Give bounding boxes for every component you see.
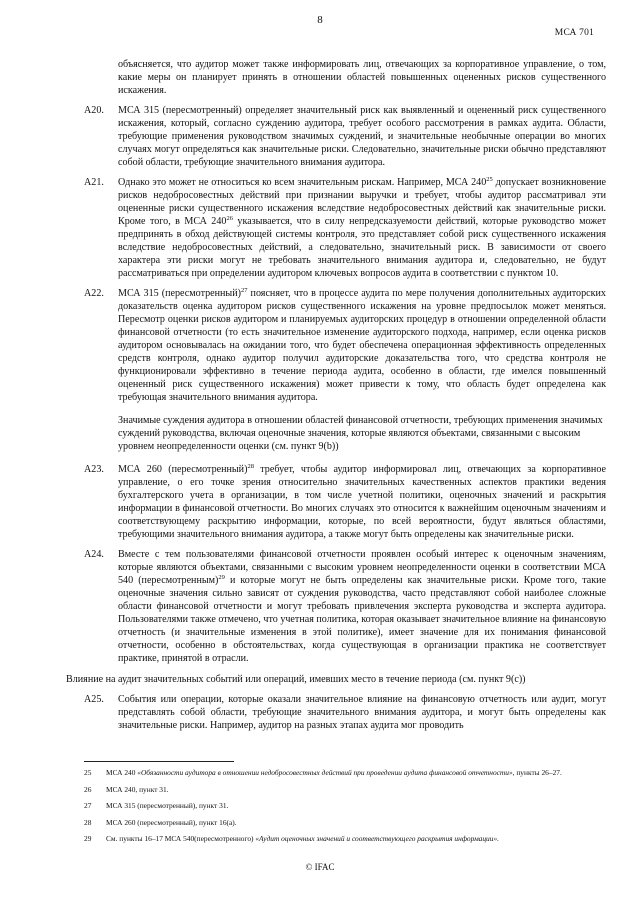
page-body (66, 58, 606, 739)
text-run: МСА 315 (пересмотренный) (118, 288, 241, 299)
text-run: и которые могут не быть определены как значительные риски. Кроме того, такие оценочные значения сильно зависят от суждения руководства, часто представляют собой наиболее сложные области финансовой отчетности и могут требовать привлечения эксперта руководства и эксперта аудитора. Пользователями также отмечено, что учетная политика, которая оказывает значительное влияние на финансовую отчетность (и значительные изменения в этой политике), имеет значение для их понимания финансовой отчетности, особенно в обстоятельствах, когда существующая в организации практика не соответствует практике, принятой в отрасли. (118, 575, 606, 664)
paragraph (84, 104, 606, 169)
footnote-ref: 25 (486, 176, 493, 183)
footer-copyright: © IFAC (305, 862, 335, 872)
paragraph (84, 463, 606, 541)
paragraph-text (118, 548, 606, 665)
paragraph (84, 176, 606, 280)
footnote-text (106, 818, 237, 827)
footnote (84, 818, 606, 828)
footnote-ref: 27 (240, 287, 248, 294)
paragraph-label: A22. (84, 288, 104, 299)
footnote-ref: 26 (226, 215, 233, 222)
text-run: указывается, что в силу непредсказуемости действий, которые руководство может предпринять в обход действующей системы контроля, это представляет собой риск существенного искажения вследствие недобросовестных действий, а следовательно, значительный риск. В зависимости от своего характера эти риски могут не требовать значительного внимания аудитора и, следовательно, не будут рассматриваться при определении аудитором ключевых вопросов аудита в соответствии с пунктом 10. (118, 216, 606, 279)
section-heading: Влияние на аудит значительных событий или операций, имевших место в течение периода (см. пункт 9(c)) (66, 674, 526, 685)
paragraph-text (118, 176, 606, 280)
footnote-ref: 29 (218, 574, 225, 581)
footnotes (84, 768, 606, 851)
paragraph (84, 548, 606, 665)
footnote-text (106, 834, 499, 843)
paragraph-text (118, 693, 606, 732)
text-run: объясняется, что аудитор может также информировать лиц, отвечающих за корпоративное управление, о том, какие меры он планирует принять в отношении областей повышенных оцененных рисков существенного искажения. (118, 59, 606, 96)
text-run: См. пункты 16–17 МСА 540(пересмотренного) (106, 834, 256, 843)
paragraph-group-2 (84, 463, 606, 665)
text-run: МСА 315 (пересмотренный), пункт 31. (106, 801, 229, 810)
paragraph-group-3 (84, 693, 606, 732)
text-run: События или операции, которые оказали значительное влияние на финансовую отчетность или аудит, могут представлять собой области, требующие значительного внимания аудитора, и могут быть определены как значительные риски. Например, аудитор на разных этапах аудита мог проводить (118, 694, 606, 731)
italic-text: «Обязанности аудитора в отношении недобросовестных действий при проведении аудита финансовой отчетности», (137, 768, 515, 777)
text-run: требует, чтобы аудитор информировал лиц, отвечающих за корпоративное управление, о его точке зрения относительно значительных качественных аспектов практики ведения бухгалтерского учета в организации, в том числе учетной политики, оценочных значений и раскрытия информации в финансовой отчетности. Во многих случаях это относится к важнейшим оценочным значениям и соответствующему раскрытию информации, которые, по всей вероятности, будут являться областями, требующими значительного внимания аудитора, а также могут быть определены как значительные риски. (118, 464, 606, 540)
text-run: МСА 240 (106, 768, 138, 777)
text-run: МСА 260 (пересмотренный), пункт 16(a). (106, 817, 237, 827)
footnote (84, 834, 606, 844)
footnote-number: 28 (84, 817, 92, 827)
footnote-text (106, 801, 228, 810)
footnote-number: 26 (84, 784, 92, 794)
text-run: МСА 315 (пересмотренный) определяет значительный риск как выявленный и оцененный риск существенного искажения, который, согласно суждению аудитора, требует особого рассмотрения в рамках аудита. Области, требующие применения руководством значимых суждений, и значительные необычные операции во многих случаях могут определяться как значительные риски. Следовательно, значительные риски обычно представляют собой области, требующие значительного внимания аудитора. (118, 105, 606, 168)
footnote-text (106, 768, 562, 777)
text-run: допускает возникновение рисков недобросовестных действий при признании выручки и требует, чтобы аудитор рассматривал эти оцененные риски существенного искажения вследствие недобросовестных действий как значительные риски. Кроме того, в МСА 240 (118, 177, 606, 227)
paragraph (84, 287, 606, 404)
paragraph (84, 58, 606, 97)
paragraph-text (118, 463, 606, 541)
footnote (84, 768, 606, 778)
page-number: 8 (317, 14, 323, 26)
footnote-ref: 28 (247, 463, 254, 470)
footnote-number: 25 (84, 768, 92, 777)
text-run: МСА 260 (пересмотренный) (118, 464, 248, 475)
text-run: пункты 26–27. (514, 768, 562, 777)
paragraph-label: A21. (84, 177, 104, 188)
paragraph-label: A25. (84, 694, 104, 705)
paragraph-group-1 (84, 58, 606, 404)
standard-code: МСА 701 (554, 28, 594, 38)
text-run: Вместе с тем пользователями финансовой отчетности проявлен особый интерес к оценочным значениям, которые являются объектами, связанными с высоким уровнем неопределенности оценки в соответствии МСА 540 (пересмотренным) (118, 549, 606, 586)
footnote (84, 785, 606, 795)
footnote (84, 801, 606, 811)
subheading: Значимые суждения аудитора в отношении областей финансовой отчетности, требующих применения значимых суждений руководства, включая оценочные значения, которые являются объектами, связанными с высоким уровнем неопределенности оценки (см. пункт 9(b)) (118, 415, 603, 452)
footnote-number: 29 (84, 834, 92, 843)
footnote-number: 27 (84, 801, 92, 810)
paragraph-label: A20. (84, 105, 104, 116)
text-run: МСА 240, пункт 31. (106, 784, 169, 794)
paragraph-label: A23. (84, 464, 104, 475)
paragraph-text (118, 104, 606, 169)
footnote-text (106, 785, 169, 794)
footnote-divider (84, 761, 234, 762)
text-run: Однако это может не относиться ко всем значительным рискам. Например, МСА 240 (118, 177, 487, 188)
italic-text: «Аудит оценочных значений и соответствующего раскрытия информации». (255, 834, 499, 843)
paragraph-text (118, 287, 606, 404)
text-run: поясняет, что в процессе аудита по мере получения дополнительных аудиторских доказательств оценка аудитором рисков существенного искажения на уровне предпосылок может меняться. Пересмотр оценки рисков аудитором и планируемых аудиторских процедур в отношении определенной области финансовой отчетности (то есть значительное изменение аудиторского подхода, например, если оценка рисков аудитором основывалась на ожидании того, что будет обеспечена операционная эффективность определенных средств контроля, однако аудитор получил аудиторские доказательства того, что средства контроля не функционировали эффективно в течение периода аудита, особенно в области, где имелся повышенный оцененный риск существенного искажения) может привести к тому, что область будет определена как требующая значительного внимания аудитора. (118, 288, 606, 403)
paragraph-text (118, 58, 606, 97)
paragraph (84, 693, 606, 732)
paragraph-label: A24. (84, 549, 104, 560)
